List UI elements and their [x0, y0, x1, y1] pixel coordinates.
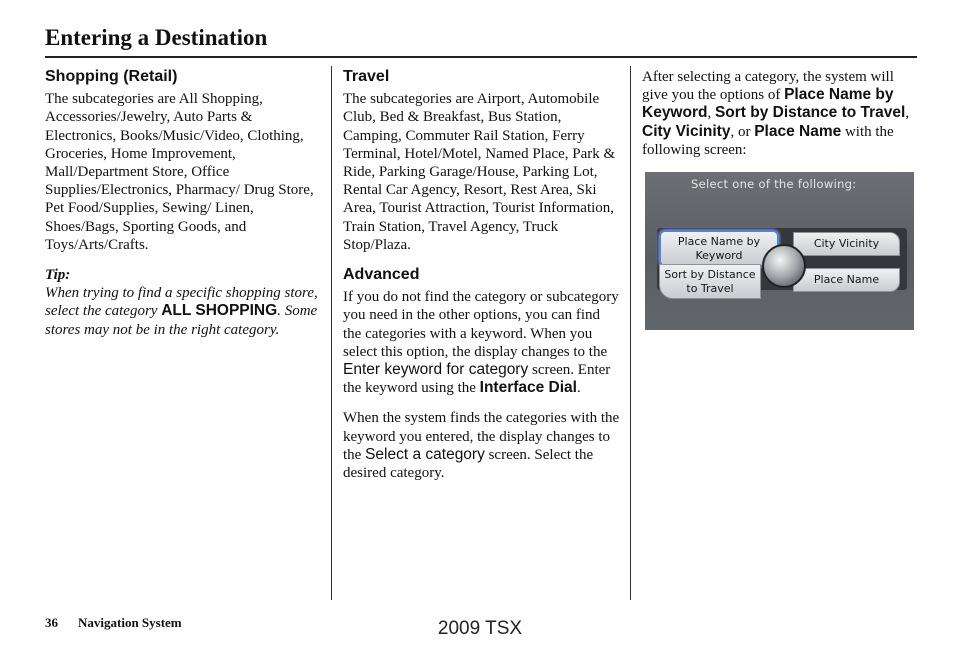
advanced-body — [343, 288, 621, 397]
options-text: , — [707, 105, 715, 122]
column-shopping — [45, 68, 323, 339]
button-label: to Travel — [686, 281, 734, 295]
column-divider-1 — [331, 66, 332, 600]
term-all-shopping: ALL SHOPPING — [161, 302, 278, 320]
page-title: Entering a Destination — [45, 25, 268, 50]
tip-heading: Tip: — [45, 267, 71, 284]
place-name-by-keyword-button[interactable] — [659, 230, 779, 267]
advanced-text: screen. Enter the keyword using the — [343, 362, 611, 397]
heading-travel: Travel — [343, 68, 390, 85]
advanced-text: If you do not find the category or subcategory you need in the other options, you can find the categories with a keyword. When you select this option, the display changes to the — [343, 289, 619, 360]
button-label: Keyword — [695, 248, 743, 262]
term-sort-by-distance: Sort by Distance to Travel — [714, 104, 906, 122]
travel-body: The subcategories are Airport, Automobile Club, Bed & Breakfast, Bus Station, Camping, Commuter Rail Station, Ferry Terminal, Hotel/Motel, Named Place, Park & Ride, Parking Garage/House, Parking Lot, Rental Car Agency, Resort, Rest Area, Ski Area, Tourist Attraction, Tourist Information, Train Station, Travel Agency, Truck Stop/Plaza. — [343, 91, 616, 253]
sort-by-distance-button[interactable] — [659, 264, 761, 299]
page-number: 36 — [45, 615, 58, 630]
city-vicinity-button[interactable]: City Vicinity — [793, 232, 900, 256]
nav-screen-image — [645, 172, 914, 330]
term-enter-keyword: Enter keyword for category — [343, 361, 529, 379]
term-city-vicinity: City Vicinity — [642, 122, 731, 140]
tip-text-part: . Some stores may not be in the right category. — [45, 303, 318, 338]
options-text: After selecting a category, the system will give you the options of — [642, 69, 894, 104]
interface-dial-knob[interactable] — [762, 244, 806, 288]
shopping-body: The subcategories are All Shopping, Accessories/Jewelry, Auto Parts & Electronics, Books/Music/Video, Clothing, Groceries, Home Improvement, Mall/Department Store, Office Supplies/Electronics, Pharmacy/ Drug Store, Pet Food/Supplies, Sewing/ Linen, Shoes/Bags, Sporting Goods, and Toys/Arts/Crafts. — [45, 91, 314, 253]
term-select-category: Select a category — [365, 445, 485, 463]
advanced-text: . — [577, 380, 581, 397]
options-text: , — [905, 105, 910, 122]
title-rule — [45, 56, 917, 58]
options-text: , or — [730, 123, 755, 140]
button-label: Place Name by — [677, 234, 761, 248]
watermark: 2009 TSX — [437, 618, 523, 639]
advanced-text: When the system finds the categories with the keyword you entered, the display changes to the — [343, 410, 620, 463]
tip-text-part: When trying to find a specific shopping store, select the category — [45, 285, 318, 320]
term-interface-dial: Interface Dial — [479, 379, 577, 397]
screen-prompt: Select one of the following: — [691, 177, 857, 191]
options-body — [642, 68, 920, 159]
advanced-body-2 — [343, 409, 621, 482]
advanced-text: screen. Select the desired category. — [343, 446, 594, 482]
options-text: with the following screen: — [642, 123, 894, 158]
place-name-button[interactable]: Place Name — [793, 268, 900, 292]
heading-shopping: Shopping (Retail) — [45, 68, 178, 85]
term-place-name: Place Name — [754, 122, 842, 140]
button-label: Sort by Distance — [664, 267, 756, 281]
term-place-name-keyword: Place Name by Keyword — [642, 86, 894, 122]
column-travel — [343, 68, 621, 494]
heading-advanced: Advanced — [343, 266, 420, 284]
column-options — [642, 68, 920, 171]
column-divider-2 — [630, 66, 631, 600]
tip-text — [45, 284, 323, 339]
footer-label: Navigation System — [78, 615, 182, 630]
